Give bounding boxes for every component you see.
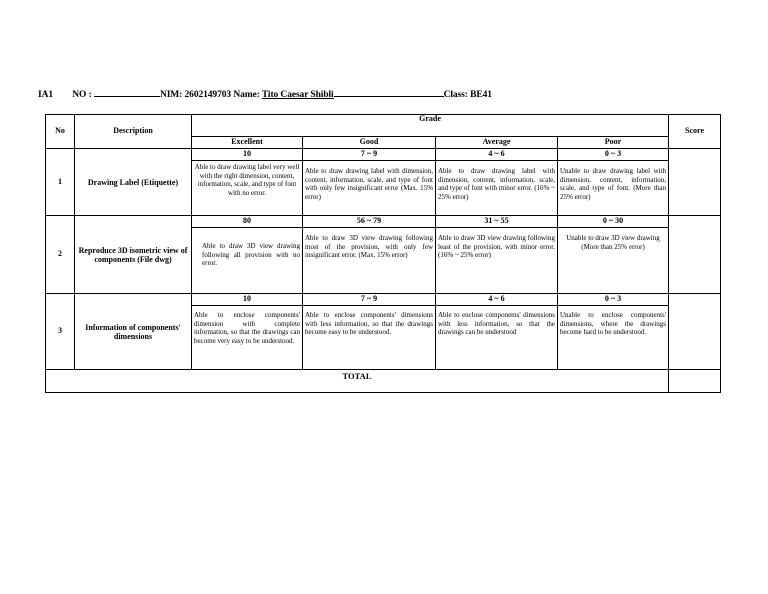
rubric-table — [45, 114, 721, 393]
row-3-criteria-poor: Unable to enclose components' dimensions, where the drawings become hard to be understood. — [558, 306, 669, 370]
grade-good: Good — [303, 137, 436, 149]
row-2-no: 2 — [46, 216, 75, 294]
row-1-criteria-poor: Unable to draw drawing label with dimension, content, information, scale, and type of font. (More than 25% error) — [558, 161, 669, 216]
header-description: Description — [75, 115, 192, 149]
row-1-points-excellent: 10 — [192, 149, 303, 161]
row-1-score[interactable] — [669, 149, 721, 216]
row-3-points-poor: 0 ~ 3 — [558, 294, 669, 306]
nim-value: 2602149703 — [184, 90, 232, 100]
nim-label: NIM: — [159, 90, 183, 100]
header-grade: Grade — [192, 115, 669, 137]
name-label: Name: — [233, 90, 260, 100]
grade-poor: Poor — [558, 137, 669, 149]
header-no: No — [46, 115, 75, 149]
row-2-points-excellent: 80 — [192, 216, 303, 228]
row-2-criteria-poor: Unable to draw 3D view drawing (More than 25% error) — [558, 228, 669, 294]
row-2-points-average: 31 ~ 55 — [436, 216, 558, 228]
row-3-description: Information of components' dimensions — [75, 294, 192, 370]
row-1-points-good: 7 ~ 9 — [303, 149, 436, 161]
name-underline — [334, 88, 444, 97]
class-value: BE41 — [470, 90, 492, 100]
row-3-score[interactable] — [669, 294, 721, 370]
grade-average: Average — [436, 137, 558, 149]
row-1-criteria-good: Able to draw drawing label with dimension, content, information, scale, and type of font with only few insignificant error (Max. 15% error) — [303, 161, 436, 216]
row-1-description: Drawing Label (Etiquette) — [75, 149, 192, 216]
class-label: Class: — [443, 90, 468, 100]
total-score[interactable] — [669, 370, 721, 393]
row-1-criteria-excellent: Able to draw drawing label very well with the right dimension, content, information, scale, and type of font with no error. — [192, 161, 303, 216]
row-3-points-average: 4 ~ 6 — [436, 294, 558, 306]
row-1-points-average: 4 ~ 6 — [436, 149, 558, 161]
no-label: NO : — [72, 90, 92, 100]
row-2-criteria-excellent: Able to draw 3D view drawing following all provision with no error. — [192, 228, 303, 294]
row-2-criteria-average: Able to draw 3D view drawing following least of the provision, with minor error. (16% ~ 25% error) — [436, 228, 558, 294]
row-2-description: Reproduce 3D isometric view of components (File dwg) — [75, 216, 192, 294]
header-score: Score — [669, 115, 721, 149]
grade-excellent: Excellent — [192, 137, 303, 149]
row-1-criteria-average: Able to draw drawing label with dimension, content, information, scale, and type of font with minor error. (16% ~ 25% error) — [436, 161, 558, 216]
row-3-points-good: 7 ~ 9 — [303, 294, 436, 306]
row-2-score[interactable] — [669, 216, 721, 294]
row-2-points-good: 56 ~ 79 — [303, 216, 436, 228]
ia-label: IA1 — [38, 90, 54, 100]
row-3-no: 3 — [46, 294, 75, 370]
header-line — [38, 88, 492, 100]
row-3-criteria-average: Able to enclose components' dimensions with less information, so that the drawings can be understood — [436, 306, 558, 370]
row-1-no: 1 — [46, 149, 75, 216]
no-field[interactable] — [94, 88, 160, 97]
row-2-criteria-good: Able to draw 3D view drawing following most of the provision, with only few insignificant error. (Max. 15% error) — [303, 228, 436, 294]
row-3-criteria-good: Able to enclose components' dimensions with less information, so that the drawings become easy to be understood. — [303, 306, 436, 370]
row-3-criteria-excellent: Able to enclose components' dimension with complete information, so that the drawings can become very easy to be understood. — [192, 306, 303, 370]
row-3-points-excellent: 10 — [192, 294, 303, 306]
row-2-points-poor: 0 ~ 30 — [558, 216, 669, 228]
name-value: Tito Caesar Shibli — [261, 90, 334, 100]
total-label: TOTAL — [46, 370, 669, 393]
row-1-points-poor: 0 ~ 3 — [558, 149, 669, 161]
